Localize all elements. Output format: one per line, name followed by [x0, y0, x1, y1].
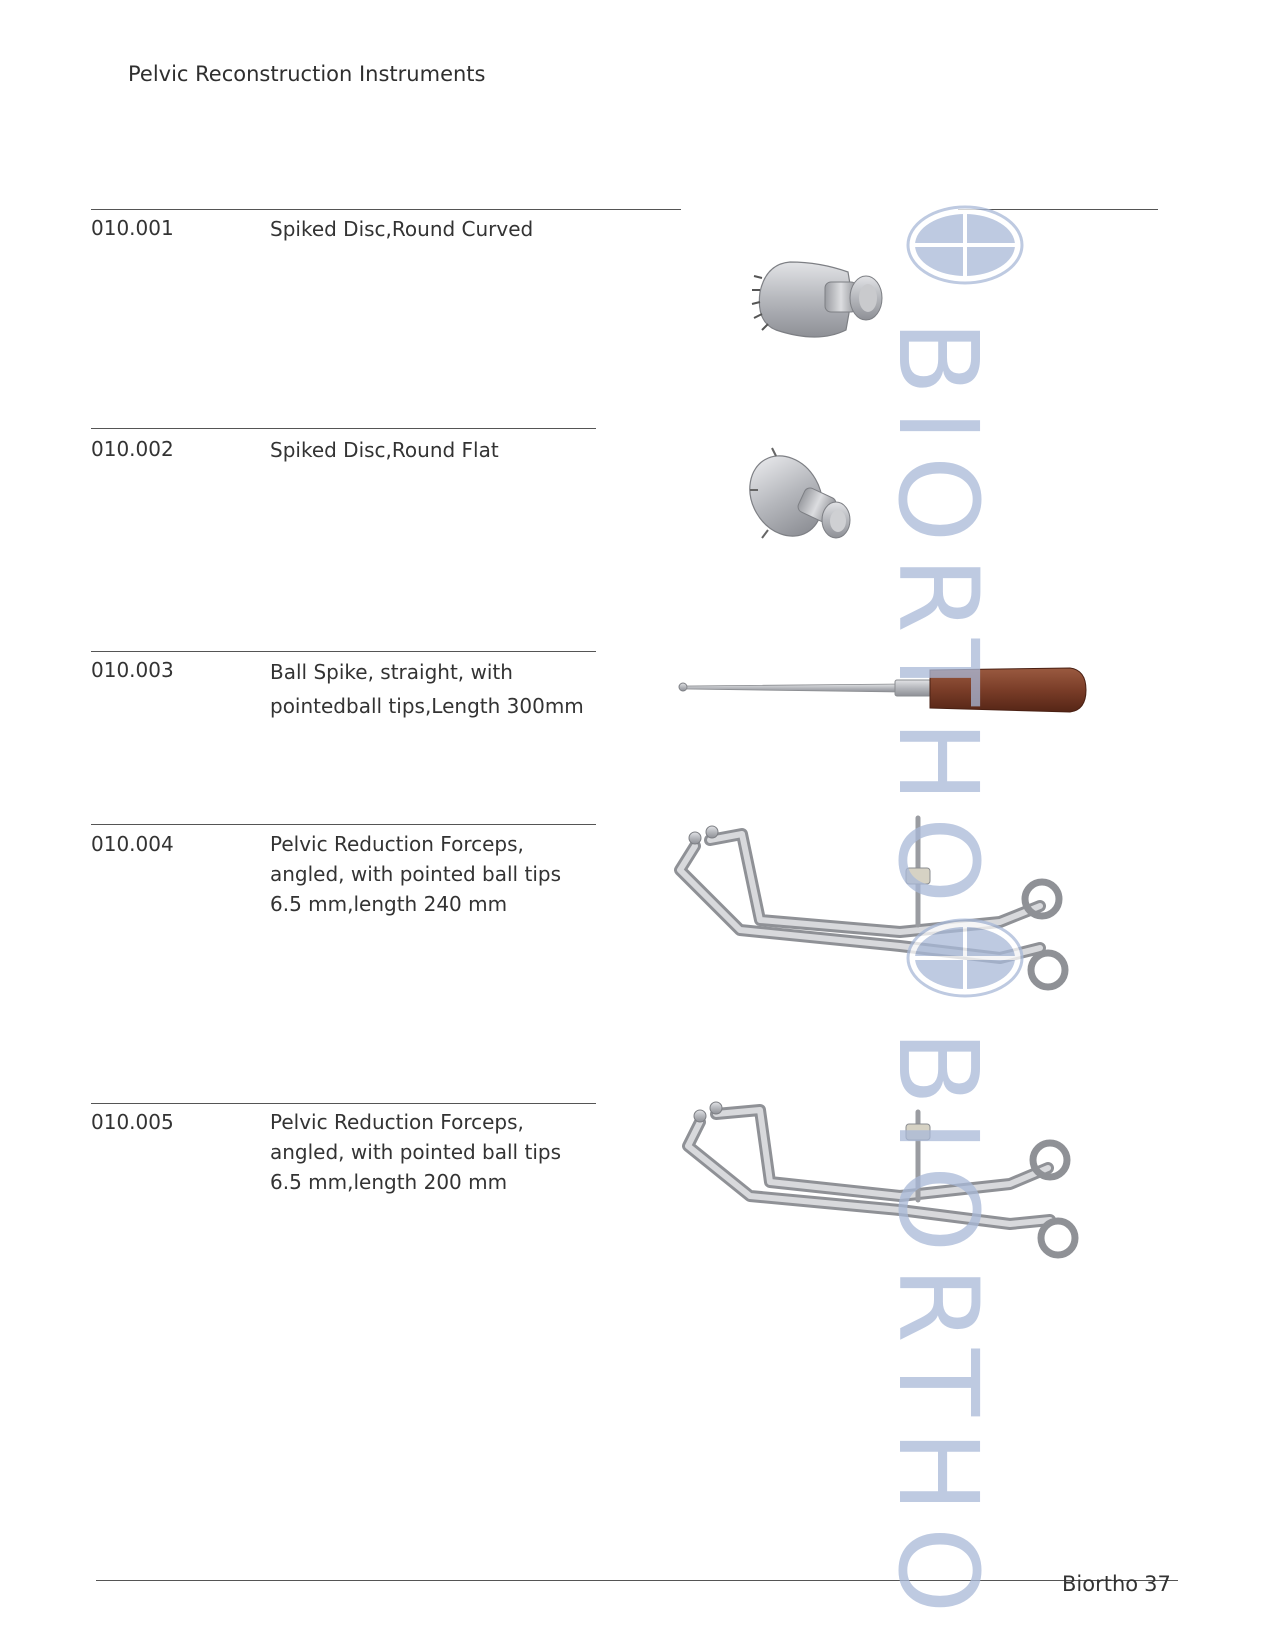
- spiked-disc-round-curved-icon: [752, 262, 882, 337]
- biortho-logo-icon: [908, 920, 1022, 996]
- item-description-line: Pelvic Reduction Forceps,: [270, 1110, 524, 1134]
- page-number: 37: [1144, 1572, 1171, 1596]
- biortho-watermark-text: BIORTHO: [874, 320, 1002, 918]
- item-code: 010.002: [91, 437, 174, 461]
- biortho-watermark: [874, 207, 1022, 1627]
- spiked-disc-round-flat-icon: [736, 443, 850, 550]
- item-description-line: 6.5 mm,length 200 mm: [270, 1170, 508, 1194]
- item-description-line: Pelvic Reduction Forceps,: [270, 832, 524, 856]
- page-title: Pelvic Reconstruction Instruments: [128, 62, 486, 86]
- item-description-line: Ball Spike, straight, with: [270, 660, 513, 684]
- item-code: 010.001: [91, 216, 174, 240]
- item-code: 010.005: [91, 1110, 174, 1134]
- item-description-line: angled, with pointed ball tips: [270, 1140, 561, 1164]
- item-description-line: 6.5 mm,length 240 mm: [270, 892, 508, 916]
- item-description-line: Spiked Disc,Round Flat: [270, 438, 499, 462]
- item-code: 010.004: [91, 832, 174, 856]
- footer-brand: Biortho: [1062, 1572, 1139, 1596]
- item-description-line: angled, with pointed ball tips: [270, 862, 561, 886]
- biortho-logo-icon: [908, 207, 1022, 283]
- page-footer: [1062, 1572, 1177, 1596]
- item-description-line: pointedball tips,Length 300mm: [270, 694, 584, 718]
- biortho-watermark-text: BIORTHO: [874, 1030, 1002, 1628]
- item-description-line: Spiked Disc,Round Curved: [270, 217, 534, 241]
- item-code: 010.003: [91, 658, 174, 682]
